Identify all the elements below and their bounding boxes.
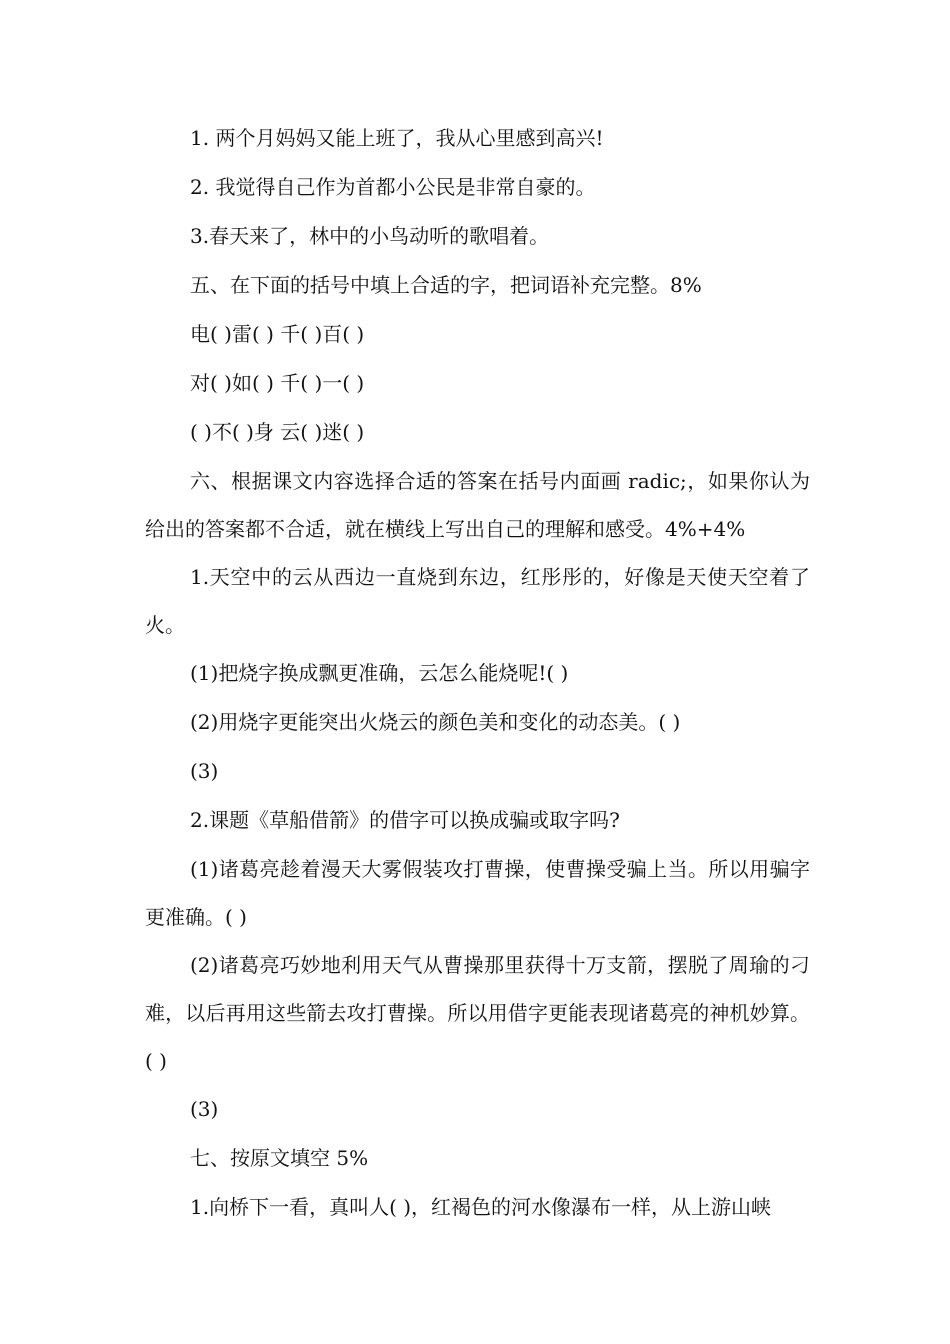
document-body	[145, 114, 810, 1232]
word-fill-row-2: 对( )如( ) 千( )一( )	[190, 371, 365, 395]
question-1-option-2: (2)用烧字更能突出火烧云的颜色美和变化的动态美。( )	[190, 710, 681, 734]
word-fill-row-1: 电( )雷( ) 千( )百( )	[190, 322, 365, 346]
section-seven-heading: 七、按原文填空 5%	[190, 1146, 369, 1170]
section-five-heading: 五、在下面的括号中填上合适的字，把词语补充完整。8%	[190, 273, 702, 297]
question-1: 1.天空中的云从西边一直烧到东边，红彤彤的，好像是天使天空着了火。	[145, 565, 810, 637]
question-2-option-2: (2)诸葛亮巧妙地利用天气从曹操那里获得十万支箭，摆脱了周瑜的刁难，以后再用这些箭去攻打曹操。所以用借字更能表现诸葛亮的神机妙算。( )	[145, 953, 810, 1073]
word-fill-row-3: ( )不( )身 云( )迷( )	[190, 420, 365, 444]
question-1-option-3: (3)	[190, 759, 219, 783]
question-2-option-3: (3)	[190, 1097, 219, 1121]
sentence-2: 2. 我觉得自己作为首都小公民是非常自豪的。	[190, 175, 596, 199]
question-1-option-1: (1)把烧字换成飘更准确，云怎么能烧呢!( )	[190, 661, 569, 685]
question-2-option-1: (1)诸葛亮趁着漫天大雾假装攻打曹操，使曹操受骗上当。所以用骗字更准确。( )	[145, 857, 810, 929]
section-six-heading: 六、根据课文内容选择合适的答案在括号内面画 radic;，如果你认为给出的答案都不合适，就在横线上写出自己的理解和感受。4%+4%	[145, 469, 810, 541]
sentence-3: 3.春天来了，林中的小鸟动听的歌唱着。	[190, 224, 550, 248]
fill-blank-1: 1.向桥下一看，真叫人( )，红褐色的河水像瀑布一样，从上游山峡	[190, 1195, 772, 1219]
question-2: 2.课题《草船借箭》的借字可以换成骗或取字吗?	[190, 808, 620, 832]
sentence-1: 1. 两个月妈妈又能上班了，我从心里感到高兴!	[190, 126, 604, 150]
